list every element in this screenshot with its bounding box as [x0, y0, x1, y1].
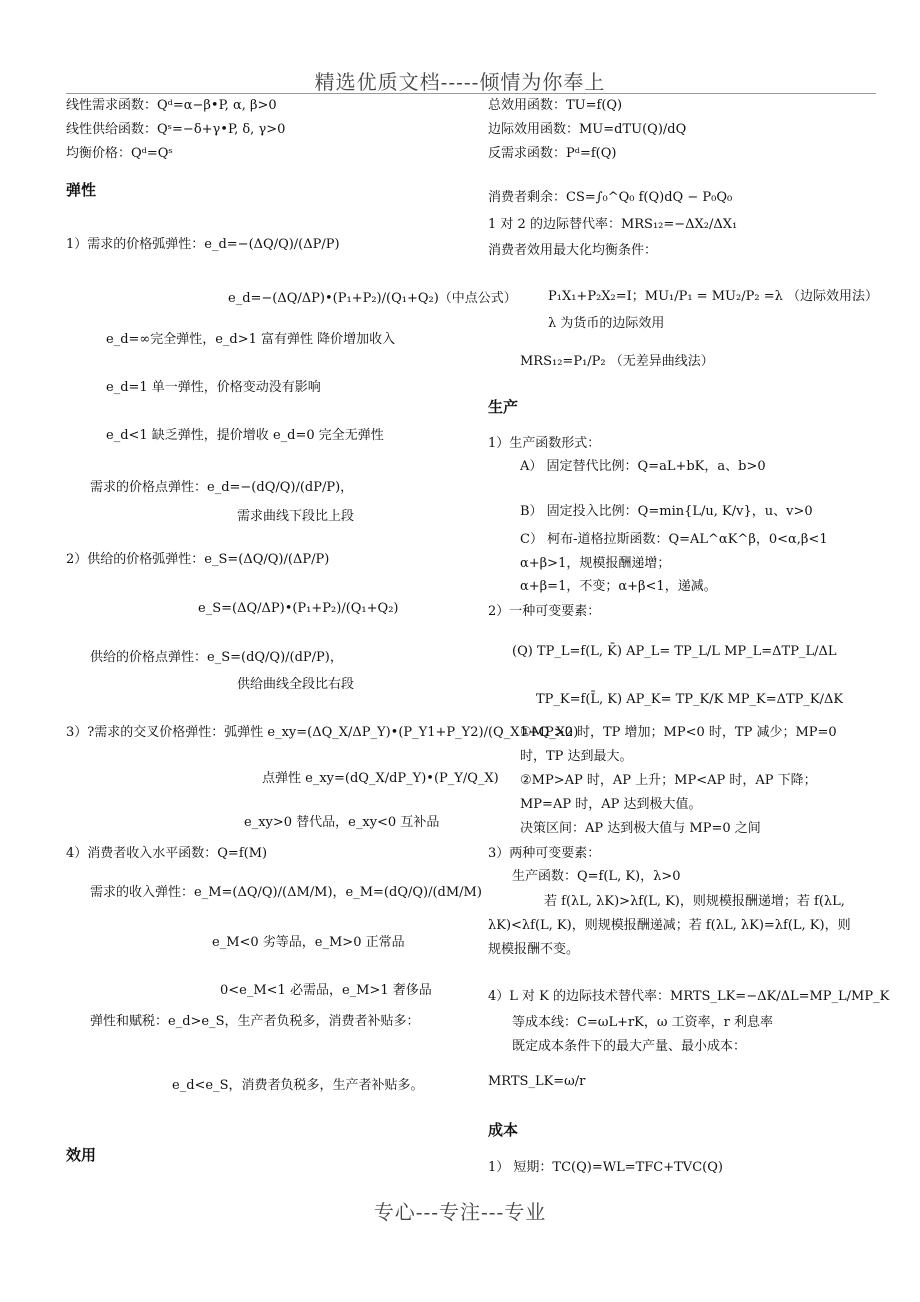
text-line: B） 固定投入比例：Q=min{L/u, K/v}，u、v>0 — [520, 504, 813, 519]
text-line: e_d=1 单一弹性，价格变动没有影响 — [106, 380, 321, 395]
text-line: e_d=∞完全弹性，e_d>1 富有弹性 降价增加收入 — [106, 332, 396, 347]
text-line: 总效用函数：TU=f(Q) — [488, 98, 623, 113]
text-line: e_M<0 劣等品，e_M>0 正常品 — [212, 935, 405, 950]
text-line: TP_K=f(L̄, K) AP_K= TP_K/K MP_K=ΔTP_K/ΔK — [536, 692, 844, 707]
text-line: 1 对 2 的边际替代率：MRS₁₂=−ΔX₂/ΔX₁ — [488, 217, 738, 232]
text-line: e_d<1 缺乏弹性，提价增收 e_d=0 完全无弹性 — [106, 428, 384, 443]
section-heading: 效用 — [66, 1146, 97, 1164]
text-line: 4）L 对 K 的边际技术替代率：MRTS_LK=−ΔK/ΔL=MP_L/MP_K — [488, 989, 890, 1004]
text-line: 生产函数：Q=f(L, K)，λ>0 — [512, 869, 681, 884]
text-line: 1）生产函数形式： — [488, 436, 601, 451]
text-line: α+β=1，不变；α+β<1，递减。 — [520, 579, 717, 594]
text-line: P₁X₁+P₂X₂=I；MU₁/P₁ = MU₂/P₂ =λ （边际效用法） — [548, 289, 878, 304]
text-line: e_xy>0 替代品，e_xy<0 互补品 — [244, 815, 440, 830]
text-line: e_d=−(ΔQ/ΔP)•(P₁+P₂)/(Q₁+Q₂)（中点公式） — [228, 291, 517, 306]
text-line: 规模报酬不变。 — [488, 942, 580, 957]
text-line: 需求的收入弹性：e_M=(ΔQ/Q)/(ΔM/M)，e_M=(dQ/Q)/(dM/M) — [90, 885, 482, 900]
text-line: MP=AP 时，AP 达到极大值。 — [520, 797, 702, 812]
text-line: 若 f(λL, λK)>λf(L, K)，则规模报酬递增；若 f(λL, — [544, 894, 845, 909]
section-heading: 生产 — [488, 398, 519, 416]
text-line: A） 固定替代比例：Q=aL+bK，a、b>0 — [520, 459, 766, 474]
text-line: C） 柯布-道格拉斯函数：Q=AL^αK^β，0<α,β<1 — [520, 532, 828, 547]
text-line: λ 为货币的边际效用 — [548, 316, 665, 331]
text-line: 需求的价格点弹性：e_d=−(dQ/Q)/(dP/P)， — [90, 480, 354, 495]
text-line: 消费者效用最大化均衡条件： — [488, 243, 658, 258]
text-line: 4）消费者收入水平函数：Q=f(M) — [66, 846, 268, 861]
header-rule — [66, 93, 876, 94]
text-line: 决策区间：AP 达到极大值与 MP=0 之间 — [520, 821, 761, 836]
text-line: 线性需求函数：Qᵈ=α−β•P, α, β>0 — [66, 98, 277, 113]
text-line: 3）?需求的交叉价格弹性：弧弹性 e_xy=(ΔQ_X/ΔP_Y)•(P_Y1+P_Y2)/(Q_X1+Q_X2) — [66, 725, 579, 740]
text-line: 2）一种可变要素： — [488, 604, 601, 619]
text-line: 1） 短期：TC(Q)=WL=TFC+TVC(Q) — [488, 1160, 723, 1175]
text-line: 时，TP 达到最大。 — [520, 749, 633, 764]
text-line: 0<e_M<1 必需品，e_M>1 奢侈品 — [220, 983, 432, 998]
text-line: e_d<e_S，消费者负税多，生产者补贴多。 — [172, 1078, 424, 1093]
text-line: e_S=(ΔQ/ΔP)•(P₁+P₂)/(Q₁+Q₂) — [198, 601, 399, 616]
text-line: MRTS_LK=ω/r — [488, 1074, 586, 1089]
text-line: 等成本线：C=ωL+rK，ω 工资率，r 利息率 — [512, 1015, 773, 1030]
text-line: λK)<λf(L, K)，则规模报酬递减；若 f(λL, λK)=λf(L, K)，则 — [488, 918, 851, 933]
text-line: 供给曲线全段比右段 — [237, 677, 355, 692]
text-line: 既定成本条件下的最大产量、最小成本： — [512, 1039, 747, 1054]
text-line: 反需求函数：Pᵈ=f(Q) — [488, 146, 617, 161]
section-heading: 弹性 — [66, 181, 97, 199]
text-line: 消费者剩余：CS=∫₀^Q₀ f(Q)dQ − P₀Q₀ — [488, 190, 733, 205]
section-heading: 成本 — [488, 1121, 519, 1139]
text-line: ①MP>0 时，TP 增加；MP<0 时，TP 减少；MP=0 — [520, 725, 837, 740]
text-line: 2）供给的价格弧弹性：e_S=(ΔQ/Q)/(ΔP/P) — [66, 552, 330, 567]
text-line: 边际效用函数：MU=dTU(Q)/dQ — [488, 122, 687, 137]
text-line: 弹性和赋税：e_d>e_S，生产者负税多，消费者补贴多： — [90, 1014, 420, 1029]
text-line: (Q) TP_L=f(L, K̄) AP_L= TP_L/L MP_L=ΔTP_L/ΔL — [512, 644, 837, 659]
text-line: 线性供给函数：Qˢ=−δ+γ•P, δ, γ>0 — [66, 122, 286, 137]
text-line: 3）两种可变要素： — [488, 846, 601, 861]
text-line: α+β>1，规模报酬递增； — [520, 556, 671, 571]
text-line: 供给的价格点弹性：e_S=(dQ/Q)/(dP/P)， — [90, 650, 343, 665]
text-line: 点弹性 e_xy=(dQ_X/dP_Y)•(P_Y/Q_X) — [262, 771, 499, 786]
text-line: ②MP>AP 时，AP 上升；MP<AP 时，AP 下降； — [520, 773, 817, 788]
text-line: 1）需求的价格弧弹性：e_d=−(ΔQ/Q)/(ΔP/P) — [66, 237, 340, 252]
text-line: 均衡价格：Qᵈ=Qˢ — [66, 146, 173, 161]
text-line: 需求曲线下段比上段 — [237, 509, 355, 524]
page-footer: 专心---专注---专业 — [373, 1200, 547, 1224]
page-header: 精选优质文档-----倾情为你奉上 — [314, 70, 606, 94]
text-line: MRS₁₂=P₁/P₂ （无差异曲线法） — [520, 354, 714, 369]
